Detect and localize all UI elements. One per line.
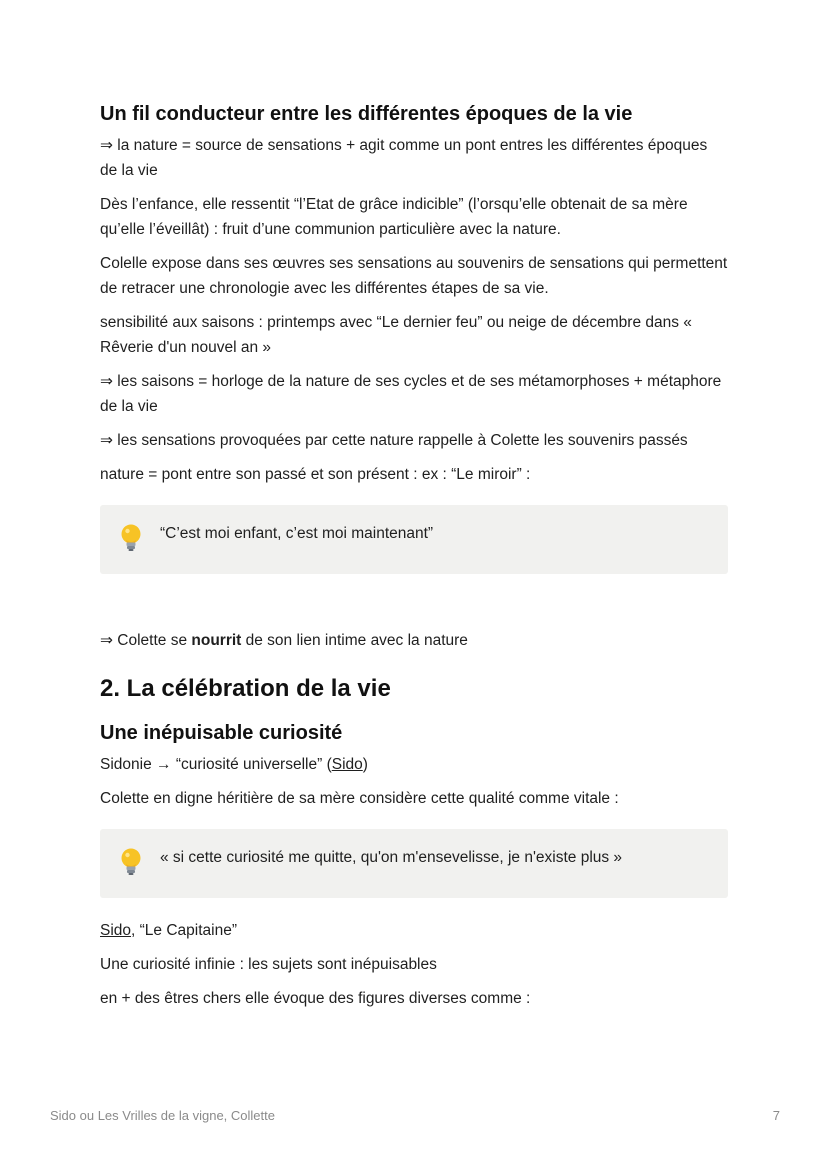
quote-callout [100, 829, 728, 898]
paragraph: en + des êtres chers elle évoque des figures diverses comme : [100, 990, 531, 1007]
lightbulb-icon [118, 521, 148, 558]
paragraph: nature = pont entre son passé et son présent : ex : “Le miroir” : [100, 466, 531, 483]
paragraph: ⇒ les saisons = horloge de la nature de ses cycles et de ses métamorphoses + métaphore de la vie [100, 373, 722, 415]
paragraph: ⇒ Colette se nourrit de son lien intime avec la nature [100, 632, 468, 649]
paragraph: ⇒ la nature = source de sensations + agit comme un pont entres les différentes époques de la vie [100, 137, 708, 179]
paragraph: Colette en digne héritière de sa mère considère cette qualité comme vitale : [100, 790, 619, 807]
callout-text: “C’est moi enfant, c’est moi maintenant” [160, 525, 434, 542]
callout-text: « si cette curiosité me quitte, qu'on m'ensevelisse, je n'existe plus » [160, 849, 623, 866]
paragraph: Colelle expose dans ses œuvres ses sensations au souvenirs de sensations qui permettent de retracer une chronologie avec les différentes étapes de sa vie. [100, 255, 728, 297]
emphasis: nourrit [191, 632, 242, 649]
section-title-celebration: 2. La célébration de la vie [100, 675, 391, 702]
paragraph: Une curiosité infinie : les sujets sont inépuisables [100, 956, 437, 973]
book-link-sido[interactable]: Sido [331, 756, 363, 773]
book-link-sido[interactable]: Sido [100, 922, 132, 939]
page-number: 7 [772, 1108, 780, 1123]
paragraph: Sidonie → “curiosité universelle” (Sido) [100, 756, 368, 773]
page-footer [50, 1108, 780, 1123]
paragraph: Sido, “Le Capitaine” [100, 922, 238, 939]
paragraph: sensibilité aux saisons : printemps avec “Le dernier feu” ou neige de décembre dans « Rêverie d'un nouvel an » [100, 314, 692, 356]
lightbulb-icon [118, 845, 148, 882]
section-heading-fil-conducteur: Un fil conducteur entre les différentes époques de la vie [100, 103, 633, 125]
footer-title: Sido ou Les Vrilles de la vigne, Collette [50, 1108, 275, 1123]
quote-callout [100, 505, 728, 574]
subsection-heading-curiosite: Une inépuisable curiosité [100, 722, 343, 744]
paragraph: Dès l’enfance, elle ressentit “l’Etat de grâce indicible” (l’orsqu’elle obtenait de sa mère qu’elle l’éveillât) : fruit d’une communion particulière avec la nature. [100, 196, 688, 238]
page-content [100, 100, 728, 1020]
paragraph: ⇒ les sensations provoquées par cette nature rappelle à Colette les souvenirs passés [100, 432, 688, 449]
